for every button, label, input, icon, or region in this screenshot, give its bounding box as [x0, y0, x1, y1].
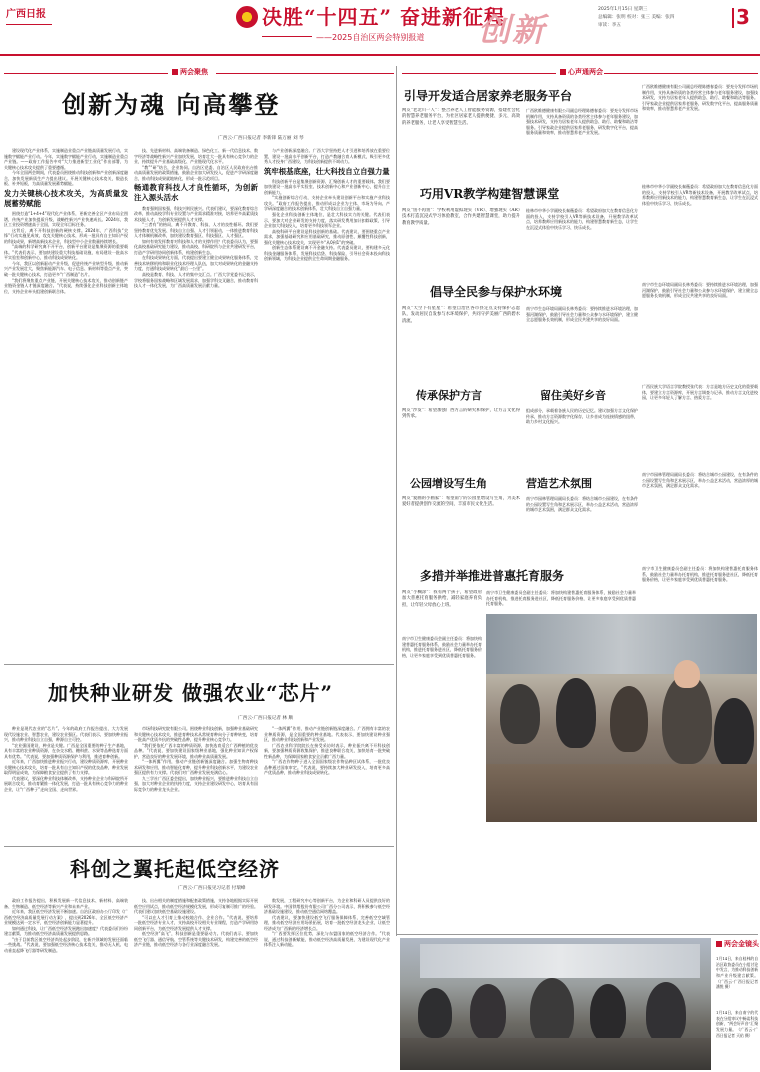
section-tag-line	[216, 73, 394, 74]
paragraph: “一体两翼”作用，推动产业链创新链深度融合。加强生物育种技术研发和应用，推动智能化育种，提升种业科技创新水平，为建设农业强区提供有力支撑。代表们对广西种业发展充满信心。	[134, 759, 258, 776]
meta-review: 审读：李五	[598, 22, 621, 28]
paragraph: 今年，我区以创新驱动产业升级，促进传统产业转型升级，推动新兴产业发展壮大，聚焦新能源汽车、电子信息、新材料等重点产业，突破一批关键核心技术，打造更多“广西制造”名片。	[4, 260, 128, 277]
article1-subhead: 发力关键核心技术攻关，为高质量发展蓄势赋能	[4, 188, 128, 208]
paragraph: 代表建议，要加快建设低空飞行服务保障体系，完善低空空域管理，推动低空经济应用场景拓展，培育一批低空经济龙头企业，让低空经济成为广西新的经济增长点。	[264, 914, 390, 931]
page-number-bar	[732, 8, 734, 28]
article1-subhead: 畅通教育科技人才良性循环，为创新注入源头活水	[134, 183, 258, 203]
voice8-lead: 网友“小糊涂”：我有两个孩子，希望政府加大普惠托育服务供给，减轻家庭养育负担，让年轻父母放心上班。	[402, 590, 482, 608]
voice3-lead: 网友“天空下有星星”：希望自治区各市县定点支持保护志愿队，发动居民自发参与水环境保护，共同守护美丽广西的碧水清流。	[402, 306, 520, 324]
article1-byline: 广西云-广西日报记者 李新锋 陆万丽 刘 琴	[218, 136, 304, 141]
divider	[396, 934, 758, 935]
paragraph: 今年全国两会期间，代表委员围绕推动科技创新和产业创新深度融合，加快发展新质生产力提出建议。开展关键核心技术攻关，锻造长板、补齐短板，为高质量发展蓄势赋能。	[4, 170, 128, 187]
voice1-title: 引导开发适合居家养老服务平台	[404, 89, 573, 103]
voice1-reply: 广西欧维德健康有限公司副总经理陈德春委员：要充分发挥市场机制作用，支持具备资质的各类经营主体参与老年服务建设，加强技术研发，支持为居家老年人提供助急、助行、助餐和助洁等服务。引导家政企业提供居家养老服务，研发数字化平台，提高服务质量和效率，推动智慧养老产业发展。	[526, 108, 638, 136]
paragraph: “三者有”的格局，离不开教育、科技、人才的良性循环。我们要坚持教育优先发展、科技自立自强、人才引领驱动，一体推进教育科技人才体制机制改革，加快建设教育强区、科技强区、人才强区。	[134, 222, 258, 239]
voice2-lead: 网友“鱼不再鱼”：学校利用虚拟现实（VR）、增强现实（AR）技术打造沉浸式学习体验教室，合作共建智慧课堂，助力提升教育教学质量。	[402, 208, 520, 226]
paragraph: 教育强则国家强，科技兴则民族兴。代表们建议，要深化教育综合改革，推动高校学科专业设置与产业需求精准对接，培养更多高素质技术技能人才，为创新发展提供人才支撑。	[134, 205, 258, 222]
voice8-side-text: 南宁市卫生健康委员会副主任委员：将加快构建普惠托育服务体系，鼓励社会力量举办托育机构，推进托育服务进社区，降低托育服务价格，让更多家庭享受到优质普惠托育服务。	[402, 636, 482, 658]
paragraph: “我们将聚焦重点产业链，开展关键核心技术攻关，推动创新链产业链资金链人才链深度融合。”代表说，持续强化企业科技创新主体地位，支持企业牵头组建创新联合体。	[4, 277, 128, 294]
paragraph: 代表建议，要深化种业科技体制改革，支持种业企业与科研院所开展联合攻关，推动育繁推一体化发展，打造一批具有核心竞争力的种业企业，让“广西种子”走向全国、走向世界。	[4, 775, 128, 792]
paragraph: 如何通过科技，让广西低空经济发展跑出加速度？代表委员们纷纷建言献策，为推动低空经济高质量发展提供思路。	[4, 925, 128, 937]
paragraph: 广西农业科学院院长在接受采访时表示，种业振兴离不开科技创新，要加强种质资源收集保护，推进良种联合攻关，加快培育一批突破性新品种，为保障国家粮食安全贡献广西力量。	[264, 742, 390, 759]
paragraph: 强化企业科技创新主体地位，是壮大科技实力的关键。代表们表示，要加大对企业研发的支持力度，落实研发费用加计扣除政策，引导企业加大科技投入，培育更多科技领军企业。	[264, 212, 390, 229]
section-tag-left: 两会聚焦	[172, 68, 208, 78]
section-tag-line	[604, 73, 758, 74]
section-tag-right: 心声通两会	[560, 68, 603, 78]
page-meta	[598, 6, 728, 29]
voice3-reply: 南宁市生态环境局副局长林秀委员：要持续推进水环境治理，加强河湖保护，鼓励引导社会力量和公众参与水环境保护，建立健全志愿服务长效机制，形成全民共建共享的良好局面。	[526, 306, 638, 323]
voice8-continuation: 南宁市卫生健康委员会副主任委员：将加快构建普惠托育服务体系，鼓励社会力量举办托育机构，推进托育服务进社区，降低托育服务价格，让更多家庭享受到优质普惠托育服务。	[642, 566, 758, 583]
paragraph: 建设现代化产业体系，实施制造业重点产业链高质量发展行动，实施数字赋能产业行动。今年，实施数字赋能产业行动，实施制造业重点产业链。——政府工作报告中对“大力推进新型工业化”作出部署，为关键核心技术攻关提供了重要遵循。	[4, 148, 128, 170]
paragraph: “广西要发挥区位优势，深化与东盟国家的低空经济合作。”代表说，通过科技创新赋能，推动低空经济高质量发展，为建设现代化产业体系注入新动能。	[264, 931, 390, 948]
voice1-lead: 网友“老北川一人”：整合养老人工智能服务资源，搭建社会化的智慧养老服务平台，为社区居家老人提供便捷、多元、高效的养老服务，让老人享受智慧生活。	[402, 108, 520, 126]
news-photo-delegates	[400, 938, 711, 1070]
article2-title: 加快种业研发 做强农业“芯片”	[48, 681, 333, 705]
paragraph: “我们要依托广西丰富的种质资源，加快选育适合广西种植的优良品种。”代表说，要加快建设国家级种业基地，强化种业知识产权保护，营造良好的种业发展环境，推动种业高质量发展。	[134, 742, 258, 759]
newspaper-logo	[6, 8, 54, 30]
emblem-icon	[236, 6, 258, 28]
paragraph: 种业是现代农业的“芯片”。今年的政府工作报告提出，大力发展现代设施农业、智慧农业，建设农业强区。代表们表示，要加快种业振兴，推动种业科技自立自强，种源自主可控。	[4, 726, 128, 743]
divider	[4, 846, 394, 847]
article3-col3	[264, 898, 390, 1070]
paragraph: “农业强国建设，种业是关键。广西是全国重要的种子生产基地，具有丰富的农业种质资源，在杂交水稻、糖料蔗、水果等品种选育方面具有优势。”代表说，要加强种质资源保护与利用，推进育种创新。	[4, 742, 128, 759]
page-header	[0, 0, 760, 56]
article1-col1	[4, 148, 128, 660]
paragraph: 创新生态体系建设离不开金融支持。代表委员建议，要构建多元化科技金融服务体系，发展科技信贷、科技保险，引导社会资本投向科技创新领域，为科技企业提供全生命周期金融服务。	[264, 245, 390, 262]
photo-caption-1: 1月14日，来自桂林的自治区政协委员在小组讨论中发言，为推动科技创新和产业升级建言献策。（广西云-广西日报记者 潘悦 摄）	[716, 956, 758, 990]
article3-byline: 广西云-广西日报见习记者 付瑞峰	[178, 886, 246, 891]
paragraph: 低空经济“高飞”，科技创新是重要驱动力。代表们表示，要加快低空飞行器、通信导航、空管系统等关键技术研发，构建完善的低空经济产业链，推动低空经济与各行业深度融合发展。	[134, 931, 258, 948]
voice2-reply: 桂林市中华小学副校长秦薇委员：希望政府加大在教育信息化方面的投入，支持学校引入VR等新技术设备，开展教学改革试点，培养教师应用新技术的能力，构建智慧教育新生态，让学生在沉浸式体验中快乐学习、快乐成长。	[526, 208, 638, 230]
paragraph: 这背后，离不开科技创新的硬核支撑。2024年，广西科技“尖锋”行动实施见成效，攻克关键核心技术，形成一批具有自主知识产权的科技成果，新增高新技术企业，科技型中小企业数量持续增长。	[4, 227, 128, 244]
voice6-lead: 网友“爱画的小画家”：希望南宁的公园里增设写生角，为美术爱好者提供创作交流的空间，丰富市民文化生活。	[402, 496, 520, 508]
voice7-title: 营造艺术氛围	[526, 477, 592, 490]
voice8-reply: 南宁市卫生健康委员会副主任委员：将加快构建普惠托育服务体系，鼓励社会力量举办托育机构，推进托育服务进社区，降低托育服务价格，让更多家庭享受到优质普惠托育服务。	[486, 590, 636, 607]
paragraph: 技、先进新材料、高端装备制造、绿色化工、新一代信息技术、数字经济等战略性新兴产业加快发展，培育壮大一批具有核心竞争力的企业，持续提升产业基础高级化、产业链现代化水平。	[134, 148, 258, 165]
paragraph: “一体两翼”作用，推动产业链创新链深度融合。广西拥有丰富的农业种质资源，是全国重要的种业基地。代表表示，要加快建设种业强区，推动种业科技创新和产业发展。	[264, 726, 390, 743]
paragraph: 近年来，我区低空经济发展不断加速。自治区政府办公厅印发《广西低空经济高质量发展行动方案》，提出到2026年，全区低空经济产业规模达到一定水平，低空经济创新能力显著提升。	[4, 909, 128, 926]
article1-col2	[134, 148, 258, 660]
paragraph: 数发展，工程研究中心等创新平台，为企业和科研人员提供良好的研发环境。中国铁塔股份有限公司广西分公司表示，将积极参与低空经济基础设施建设，推动低空通信网络覆盖。	[264, 898, 390, 915]
paragraph: 高校是教育、科技、人才的集中交汇点。广西大学党委书记表示，学校将服务国家战略和区域发展需求，加强学科交叉融合，推动教育科技人才一体化发展，为广西高质量发展贡献力量。	[134, 272, 258, 289]
article1-title: 创新为魂 向高攀登	[62, 90, 281, 119]
voice8-title: 多措并举推进普惠托育服务	[420, 569, 565, 583]
column-divider	[396, 66, 397, 936]
voice6-title: 公园增设写生角	[410, 477, 487, 490]
photo-caption-2: 1月14日，来自南宁的代表在分组审议中畅谈科技创新，“两会好声音”汇聚发展力量。（广西云-广西日报记者 天佑 摄）	[716, 1010, 758, 1038]
paragraph: 近年来，广西加快推进种业振兴行动，建设种质资源库，开展种业关键核心技术攻关，培育一批具有自主知识产权的优良品种，种业发展取得明显成效，为保障粮食安全提供了有力支撑。	[4, 759, 128, 776]
article2-byline: 广西云-广西日报记者 林 顺	[238, 716, 294, 721]
paragraph: “广西农作物种子进入全国国家级农作物品种区试体系，一批优良品种通过国家审定。”代表说，要持续加大种业研发投入，培育更多高产优质品种，推动种业科技成果转化。	[264, 759, 390, 776]
voice4-title: 传承保护方言	[416, 389, 482, 402]
section-tag-line	[4, 73, 168, 74]
paragraph: “教”“研”结合，企业协同。自治区党委、自治区人民政府出台推动高质量发展的政策措施，鼓励企业加大研发投入，促进产学研深度融合，推动科技成果就地转化，形成一批示范项目。	[134, 164, 258, 181]
voice3-continuation: 南宁市生态环境局副局长林秀委员：要持续推进水环境治理，加强河湖保护，鼓励引导社会力量和公众参与水环境保护，建立健全志愿服务长效机制，形成全民共建共享的良好局面。	[642, 282, 758, 299]
paragraph: 围绕打造“1+4+4”现代化产业体系，更新完善全区产业布局全图谱，传统产业加快提质升级，战略性新兴产业快速成长。2024年，我区工业投资增速高于全国，实现全年目标任务。	[4, 211, 128, 228]
voice2-title: 巧用VR教学构建智慧课堂	[420, 187, 560, 201]
voice5-reply: 组成部分，承载着各族人民的历史记忆。建议加强方言文化保护传承，推动方言资源数字化保存，让乡音成为连接情感的纽带，助力乡村文化振兴。	[526, 408, 638, 425]
page-theme-word: 创新	[478, 11, 547, 49]
paragraph: “可以在人才引育上推动校地合作、企业合作。”代表说，要培养一批低空经济专业人才，支持高校开设相关专业课程，打造产学研用协同创新平台，为低空经济发展提供人才支撑。	[134, 914, 258, 931]
paragraph: 科技创新平台是集聚创新资源、汇聚创新人才的重要载体。我们要加快建设一批高水平实验室、技术创新中心和产业创新中心，提升自主创新能力。	[264, 178, 390, 195]
logo-text: 广西日报	[6, 9, 46, 20]
voice3-title: 倡导全民参与保护水环境	[430, 285, 563, 299]
voice4-lead: 网友“沙发”：希望加强广西方言的研究和保护，让方言文化得到传承。	[402, 408, 520, 420]
article3-col1	[4, 898, 128, 1070]
meta-editor: 总编辑：张明 校对：张三 美编：张四	[598, 14, 675, 20]
paragraph: 与产业创新深度融合。广西大学坚持把人才引进和培养放在重要位置，建设一批高水平创新平台，打造产教融合育人新模式，吸引更多优秀人才投身广西建设，为科技创新提供不竭动力。	[264, 148, 390, 165]
paragraph: 九三学社广西区委会提出，加快种业振兴，要推进种业科技自立自强，加大对种业企业的扶持力度，支持企业建设研发中心，培育具有国际竞争力的种业龙头企业。	[134, 775, 258, 792]
article2-col2	[134, 726, 258, 842]
page-number: 3	[736, 5, 750, 29]
article2-col3	[264, 726, 390, 842]
divider	[4, 664, 394, 665]
article3-col2	[134, 898, 258, 1070]
meta-date: 2025年1月15日 星期三	[598, 7, 648, 12]
section-tag-photos: 两会金镜头	[716, 940, 759, 950]
paragraph: “高端的科学研究离不开平台，创新平台建设是集聚资源的重要载体。”代表们表示，要加快建设重大科技基础设施，布局建设一批高水平实验室和创新中心，推动科技成果转化。	[4, 244, 128, 261]
banner-subtitle: ——2025自治区两会特别报道	[316, 33, 425, 42]
paragraph: “由于目前我区低空经济尚处起步阶段，在新兴领域的发展还面临一些挑战。”代表说，要加强低空经济核心技术攻关，推动无人机、电动垂直起降飞行器等研发制造。	[4, 936, 128, 953]
paragraph: 在科技成果转化方面，代表提出要建立健全成果转化服务体系，完善技术转移机构和职业化技术经理人队伍，加大对成果转化的金融支持力度，打通科技成果转化“最后一公里”。	[134, 255, 258, 272]
banner-title: 决胜“十四五” 奋进新征程	[262, 5, 505, 29]
paragraph: 如何有效发挥教育对科技和人才的支撑作用？代表委员认为，要强化高校基础研究能力建设，推动高校、科研院所与企业共建研发平台，打造产学研用协同创新体系，构建创新生态。	[134, 238, 258, 255]
section-tag-line	[402, 73, 556, 74]
voice5-title: 留住美好乡音	[540, 389, 606, 402]
article3-title: 科创之翼托起低空经济	[70, 857, 280, 881]
voice2-continuation: 桂林市中华小学副校长秦薇委员：希望政府加大在教育信息化方面的投入，支持学校引入VR等新技术设备，开展教学改革试点，培养教师应用新技术的能力，构建智慧教育新生态，让学生在沉浸式体验中快乐学习、快乐成长。	[642, 184, 758, 206]
paragraph: 政府工作报告提出，积极发展新一代信息技术、新材料、高端装备、生物制造、低空经济等新兴产业和未来产业。	[4, 898, 128, 909]
paragraph: 市场科技研究院有限公司。围绕种业科技创新，加强种业基础研究和关键核心技术攻关，推进育种技术从常规育种向分子育种转变，培育一批高产优质多抗的突破性品种，提升种业核心竞争力。	[134, 726, 258, 743]
paragraph: 高校科研平台建设是科技创新的基础。代表建议，要围绕重点产业需求，加强基础研究和应用基础研究，推动原创性、颠覆性科技创新，强化关键核心技术攻关，实现更多“从0到1”的突破。	[264, 228, 390, 245]
article1-col3	[264, 148, 390, 660]
voice1-continuation: 广西欧维德健康有限公司副总经理陈德春委员：要充分发挥市场机制作用，支持具备资质的各类经营主体参与老年服务建设，加强技术研发，支持为居家老年人提供助急、助行、助餐和助洁等服务。引导家政企业提供居家养老服务，研发数字化平台，提高服务质量和效率，推动智慧养老产业发展。	[642, 84, 758, 112]
article1-subhead: 筑牢根基底座，壮大科技自立自强力量	[264, 166, 390, 176]
paragraph: 技、出台相关的制度措施和配套政策措施，支持各地根据实际开展低空应用试点，推动低空经济规模化发展，形成可复制可推广的经验。代表们建议加快低空基础设施建设。	[134, 898, 258, 915]
voice7-continuation: 南宁市园林管理局副局长委员：将结合城市公园建设，在有条件的公园设置写生角和艺术展示区，举办公益艺术活动，营造浓厚的城市艺术氛围，满足群众文化需求。	[642, 472, 758, 489]
banner-line-left	[262, 36, 312, 37]
news-photo-meeting	[486, 614, 757, 822]
article2-col1	[4, 726, 128, 842]
paragraph: “实施创新综合行动，支持企业牵头建设创新平台和实施产业科技攻关。”政府工作报告提出，推动形成以企业为主体、市场为导向、产学研深度融合的技术创新体系，壮大科技自立自强力量。	[264, 195, 390, 212]
voice4-reply: 广西民族大学语言学院教授张代表：方言是地方历史文化的重要载体，要建立方言资源库，开展方言调查与记录，推动方言文化进校园，让更多年轻人了解方言、热爱方言。	[642, 384, 758, 401]
voice7-reply: 南宁市园林管理局副局长委员：将结合城市公园建设，在有条件的公园设置写生角和艺术展示区，举办公益艺术活动，营造浓厚的城市艺术氛围，满足群众文化需求。	[526, 496, 638, 513]
